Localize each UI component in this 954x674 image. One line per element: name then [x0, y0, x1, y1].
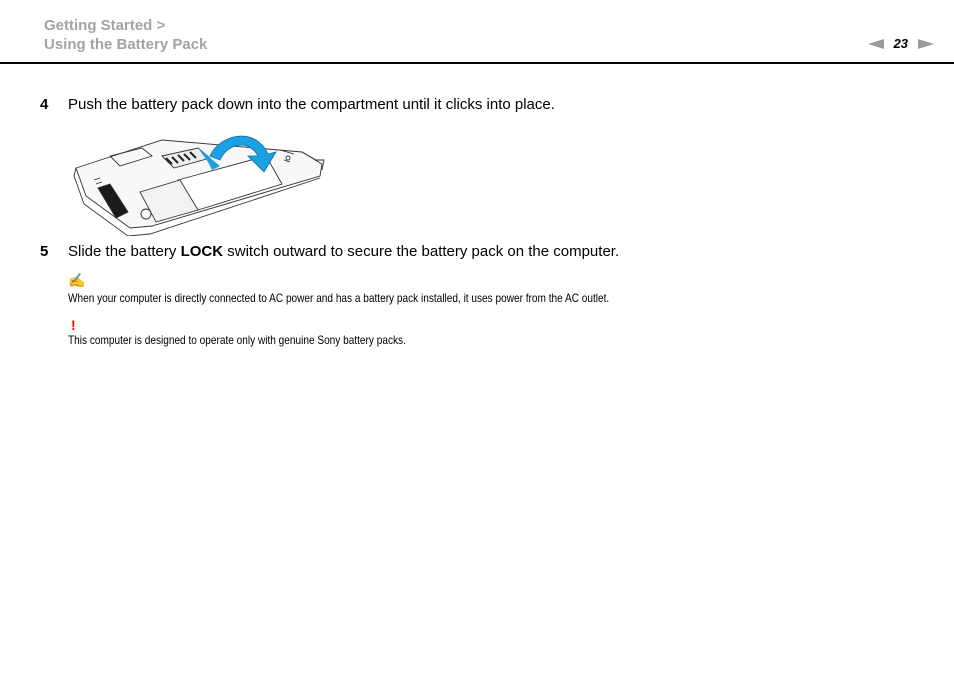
header-divider: [0, 62, 954, 64]
exclamation-icon: !: [71, 317, 76, 333]
battery-insertion-illustration: [70, 126, 326, 236]
breadcrumb: [44, 16, 207, 54]
step-5: [40, 242, 619, 261]
note-text: When your computer is directly connected to AC power and has a battery pack installed, it uses power from the AC outlet.: [68, 291, 610, 305]
step-text-start: Slide the battery: [68, 243, 181, 260]
lock-switch-label: LOCK: [180, 243, 224, 260]
warning-text: This computer is designed to operate only with genuine Sony battery packs.: [68, 333, 406, 347]
step-text: Push the battery pack down into the compartment until it clicks into place.: [68, 96, 555, 113]
step-text: [68, 242, 619, 261]
breadcrumb-page[interactable]: Using the Battery Pack: [44, 36, 208, 53]
previous-page-arrow-icon[interactable]: [868, 39, 884, 49]
breadcrumb-section[interactable]: Getting Started >: [44, 17, 166, 34]
step-text-end: switch outward to secure the battery pack on the computer.: [223, 243, 620, 260]
page-number: 23: [893, 36, 908, 51]
next-page-arrow-icon[interactable]: [918, 39, 934, 49]
step-number: 4: [40, 96, 49, 113]
step-number: 5: [40, 243, 49, 260]
page-navigation: [868, 36, 934, 51]
pencil-note-icon: ✍: [68, 272, 86, 288]
step-4: [40, 95, 555, 114]
